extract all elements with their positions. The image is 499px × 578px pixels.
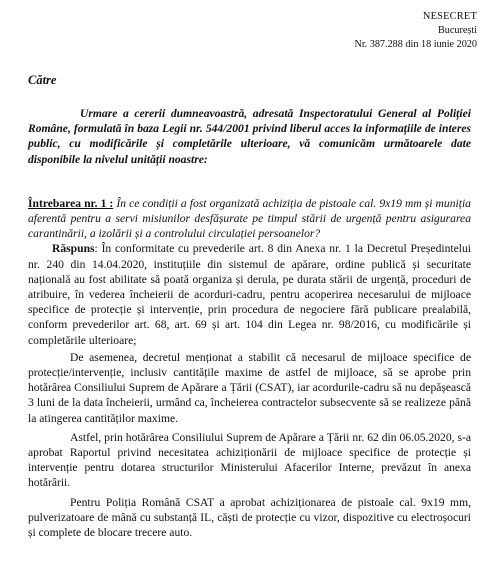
reference-number: Nr. 387.288 din 18 iunie 2020 [354, 39, 477, 50]
body-paragraph-3: Pentru Poliția Română CSAT a aprobat achiziționarea de pistoale cal. 9x19 mm, pulverizatoare de mână cu substanță IL, căști de protecție cu vizor, dispozitive cu electroșocuri și complete de blocare trecere auto. [28, 495, 471, 540]
classification-label: NESECRET [422, 11, 477, 22]
body-paragraph-1: De asemenea, decretul menționat a stabilit că necesarul de mijloace specifice de protecție/intervenție, inclusiv cantitățile maxime de astfel de mijloace, să se aprobe prin hotărârea Consiliului Suprem de Apărare a Țării (CSAT), iar acordurile-cadru să nu depășească 3 luni de la data încheierii, urmând ca, încheierea contractelor subsecvente să se realizeze până la atingerea cantităților maxime. [28, 350, 471, 425]
question-text: În ce condiții a fost organizată achiziția de pistoale cal. 9x19 mm și muniția aferentă pentru a servi misiunilor desfășurate pe timpul stării de urgență pentru asigurarea carantinării, a izolării și a controlului circulației persoanelor? [28, 196, 471, 241]
document-header [354, 10, 477, 52]
question-paragraph [28, 196, 471, 242]
intro-paragraph: Urmare a cererii dumneavoastră, adresată Inspectoratului General al Poliției Române, formulată în baza Legii nr. 544/2001 privind liberul acces la informațiile de interes public, cu modificările și completările ulterioare, vă comunicăm următoarele date disponibile la nivelul unității noastre: [28, 107, 471, 166]
answer-text: : În conformitate cu prevederile art. 8 din Anexa nr. 1 la Decretul Președintelui nr. 240 din 14.04.2020, instituțiile din sistemul de apărare, ordine publică și securitate națională au fost abilitate să poată organiza și derula, pe durata stării de urgență, proceduri de atribuire, în vederea încheierii de acorduri-cadru, pentru acoperirea necesarului de mijloace specifice de protecție și intervenție, prin procedura de negociere fără publicare prealabilă, conform prevederilor art. 68, art. 69 și art. 104 din Legea nr. 98/2016, cu modificările și completările ulterioare; [28, 242, 471, 347]
body-paragraph-2: Astfel, prin hotărârea Consiliului Suprem de Apărare a Țării nr. 62 din 06.05.2020, s-a aprobat Raportul privind necesitatea achiziționării de mijloace specifice de protecție și intervenție pentru dotarea structurilor Ministerului Afacerilor Interne, prevăzut în anexa hotărârii. [28, 430, 471, 490]
city-label: București [437, 25, 477, 36]
question-label: Întrebarea nr. 1 : [28, 196, 114, 210]
addressee-label: Către [28, 73, 57, 87]
document-body [28, 106, 471, 544]
answer-label: Răspuns [52, 242, 95, 256]
answer-paragraph [28, 241, 471, 347]
